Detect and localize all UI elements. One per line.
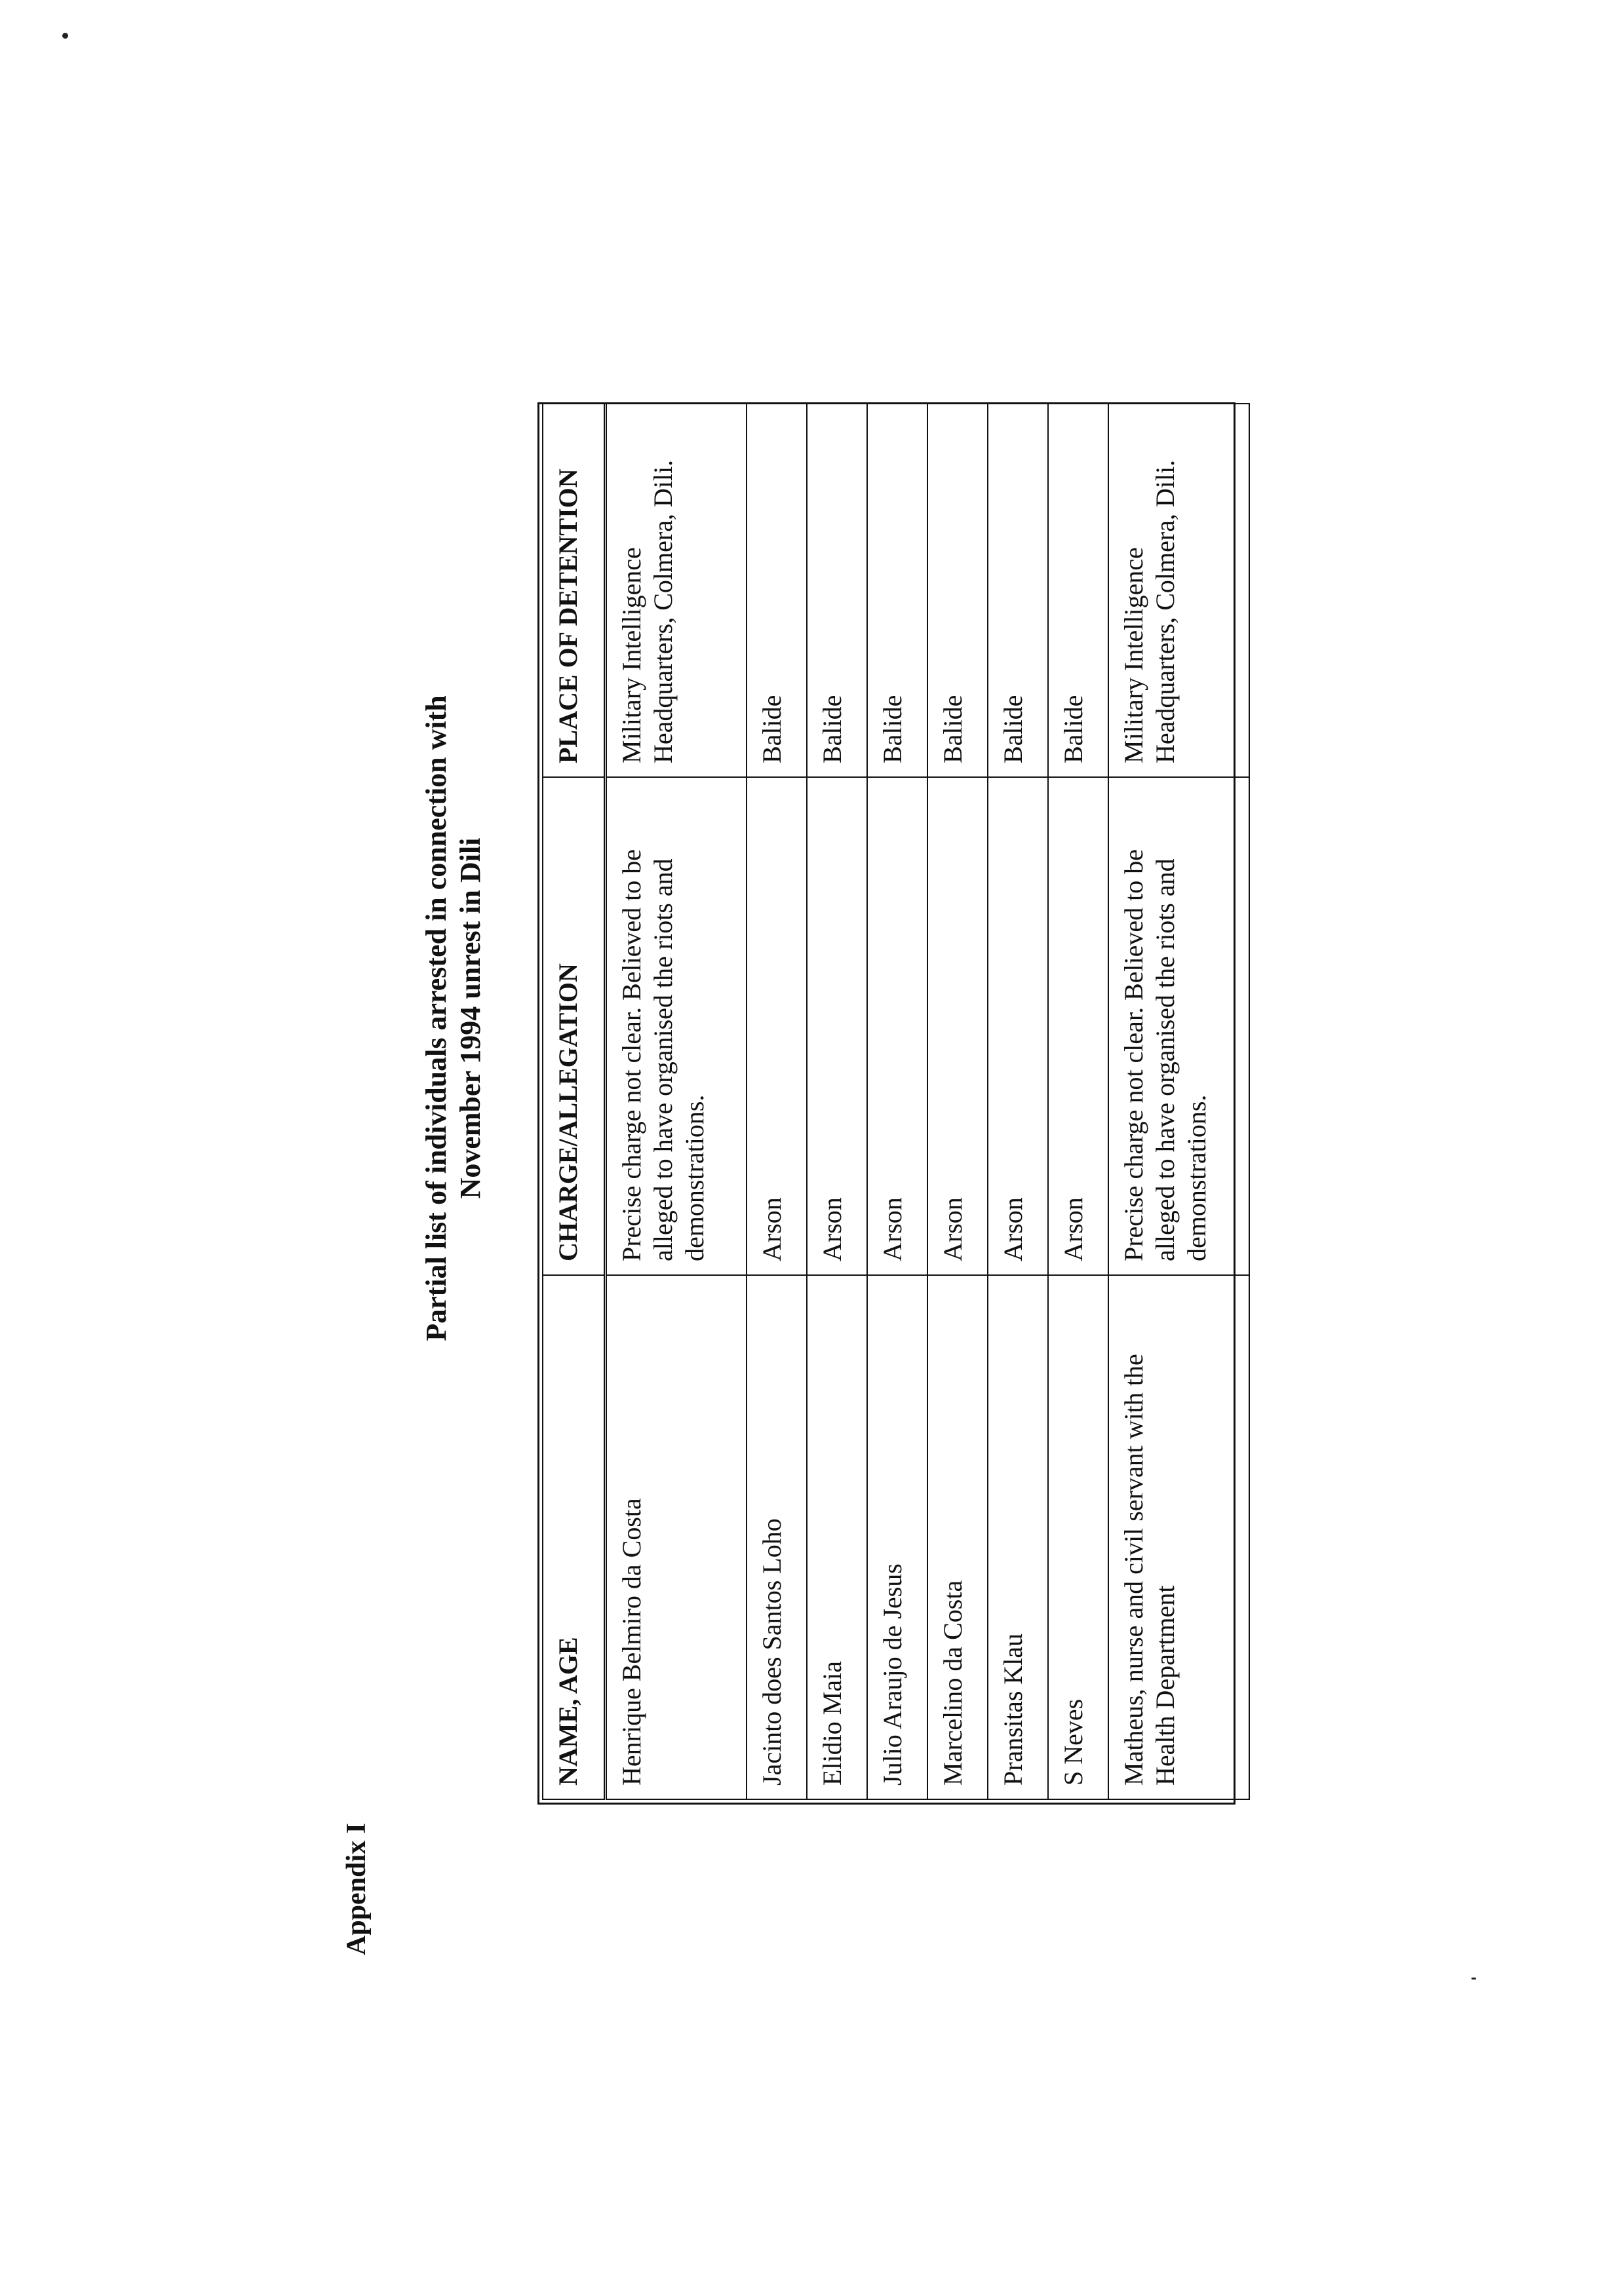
- title-line-1: Partial list of individuals arrested in connection with: [420, 695, 452, 1341]
- cell-name: Henrique Belmiro da Costa: [606, 1275, 747, 1799]
- cell-name: Elidio Maia: [807, 1275, 867, 1799]
- header-charge-allegation: CHARGE/ALLEGATION: [543, 777, 606, 1275]
- cell-place: Balide: [867, 404, 927, 777]
- cell-charge: Arson: [807, 777, 867, 1275]
- cell-charge: Arson: [927, 777, 988, 1275]
- cell-place: Balide: [1048, 404, 1108, 777]
- cell-name: Pransitas Klau: [988, 1275, 1048, 1799]
- header-place-of-detention: PLACE OF DETENTION: [543, 404, 606, 777]
- cell-charge: Arson: [988, 777, 1048, 1275]
- arrests-table-frame: [537, 402, 1236, 1805]
- arrests-table: [542, 403, 1250, 1800]
- table-row: [988, 404, 1048, 1799]
- table-row: [927, 404, 988, 1799]
- cell-charge: Arson: [1048, 777, 1108, 1275]
- cell-place: Balide: [747, 404, 807, 777]
- cell-charge: Arson: [747, 777, 807, 1275]
- table-header-row: [543, 404, 606, 1799]
- cell-place: Balide: [927, 404, 988, 777]
- cell-place: Military Intelligence Headquarters, Colmera, Dili.: [1108, 404, 1249, 777]
- cell-name: Julio Araujo de Jesus: [867, 1275, 927, 1799]
- cell-place: Military Intelligence Headquarters, Colmera, Dili.: [606, 404, 747, 777]
- title-line-2: November 1994 unrest in Dili: [454, 837, 486, 1199]
- table-row: [1108, 404, 1249, 1799]
- cell-charge: Precise charge not clear. Believed to be alleged to have organised the riots and demonstrations.: [606, 777, 747, 1275]
- table-row: [606, 404, 747, 1799]
- cell-place: Balide: [988, 404, 1048, 777]
- appendix-label: Appendix I: [341, 1823, 372, 1955]
- cell-charge: Precise charge not clear. Believed to be alleged to have organised the riots and demonstrations.: [1108, 777, 1249, 1275]
- cell-name: Jacinto does Santos Loho: [747, 1275, 807, 1799]
- cell-name: S Neves: [1048, 1275, 1108, 1799]
- cell-place: Balide: [807, 404, 867, 777]
- cell-name: Matheus, nurse and civil servant with the Health Department: [1108, 1275, 1249, 1799]
- table-row: [807, 404, 867, 1799]
- table-row: [1048, 404, 1108, 1799]
- cell-charge: Arson: [867, 777, 927, 1275]
- document-title: [419, 396, 488, 1641]
- table-row: [867, 404, 927, 1799]
- header-name-age: NAME, AGE: [543, 1275, 606, 1799]
- cell-name: Marcelino da Costa: [927, 1275, 988, 1799]
- table-row: [747, 404, 807, 1799]
